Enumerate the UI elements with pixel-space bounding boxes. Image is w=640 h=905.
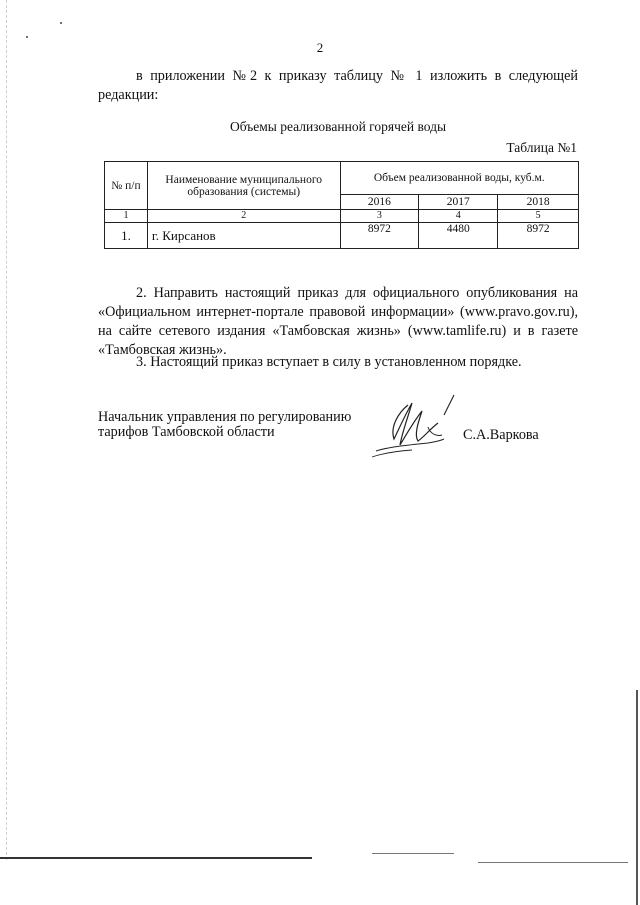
index-cell: 1 [105, 210, 148, 223]
footer-rule [0, 857, 312, 859]
signatory-title-line1: Начальник управления по регулированию [98, 409, 352, 425]
scan-speck [26, 36, 28, 38]
signatory-title-line2: тарифов Тамбовской области [98, 424, 275, 440]
table-title: Объемы реализованной горячей воды [229, 119, 447, 134]
index-row [105, 210, 579, 223]
page-number: 2 [316, 40, 324, 55]
row-value: 4480 [419, 223, 498, 249]
header-year: 2016 [340, 195, 419, 210]
index-cell: 5 [498, 210, 579, 223]
row-value: 8972 [340, 223, 419, 249]
paragraph-3: 3. Настоящий приказ вступает в силу в установленном порядке. [136, 354, 522, 370]
footer-rule [478, 862, 628, 863]
row-value: 8972 [498, 223, 579, 249]
table-row [105, 223, 579, 249]
index-cell: 4 [419, 210, 498, 223]
handwritten-signature [368, 393, 468, 463]
row-name: г. Кирсанов [147, 223, 340, 249]
volume-table [104, 161, 579, 249]
scan-right-edge [636, 690, 638, 905]
header-volume: Объем реализованной воды, куб.м. [340, 162, 578, 195]
footer-rule [372, 853, 454, 854]
intro-paragraph: в приложении №2 к приказу таблицу № 1 изложить в следующей редакции: [98, 68, 578, 103]
header-num: № п/п [105, 162, 148, 210]
table-label: Таблица №1 [506, 140, 577, 155]
scan-speck [60, 22, 62, 24]
header-year: 2017 [419, 195, 498, 210]
index-cell: 2 [147, 210, 340, 223]
header-year: 2018 [498, 195, 579, 210]
signatory-title [98, 410, 351, 440]
paragraph-2: 2. Направить настоящий приказ для официального опубликования на «Официальном интернет-портале правовой информации» (www.pravo.gov.ru), на сайте сетевого издания «Тамбовская жизнь» (www.tamlife.ru) и в газете «Тамбовская жизнь». [98, 285, 578, 358]
row-num: 1. [105, 223, 148, 249]
index-cell: 3 [340, 210, 419, 223]
signatory-name: С.А.Варкова [463, 427, 539, 443]
header-name: Наименование муниципального образования (системы) [147, 162, 340, 210]
